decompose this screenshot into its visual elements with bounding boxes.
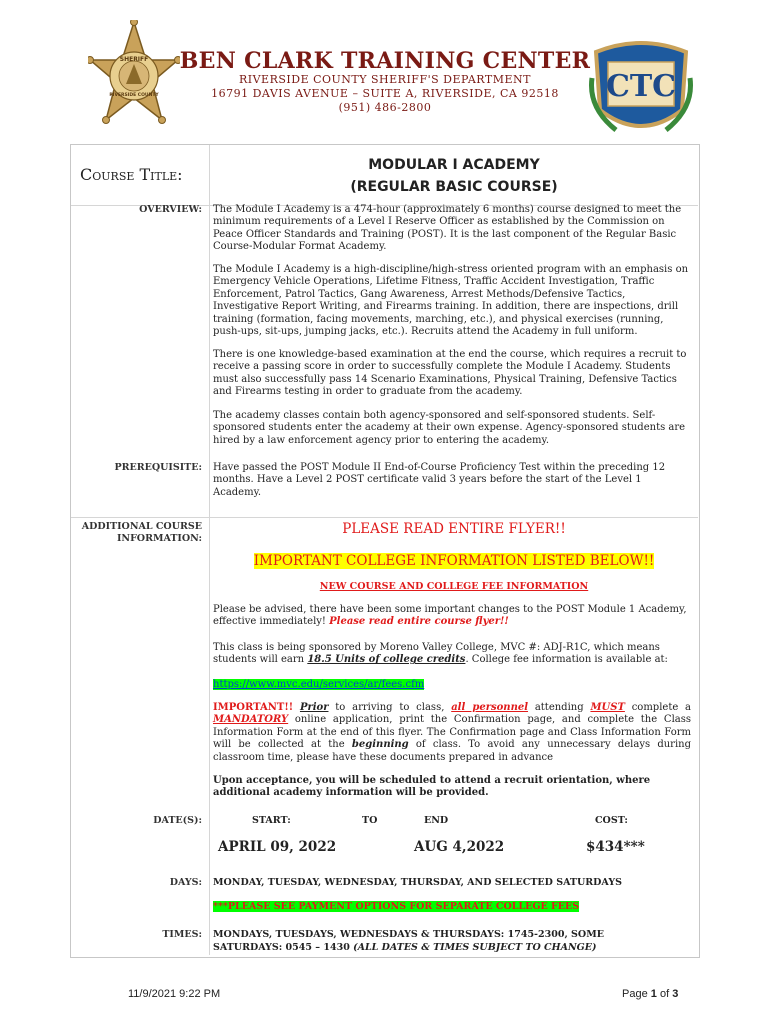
payment-options-text: ***PLEASE SEE PAYMENT OPTIONS FOR SEPARATE COLLEGE FEES (213, 901, 580, 912)
advisory-paragraph (213, 604, 691, 629)
overview-paragraph-2: The Module I Academy is a high-discipline/high-stress oriented program with an emphasis on Emergency Vehicle Operations, Lifetime Fitness, Traffic Accident Investigation, Traffic Enforcement, Patrol Tactics, Gang Awareness, Arrest Methods/Defensive Tactics, Investigative Report Writing, and Firearms training. In addition, there are inspections, drill training (formation, facing movements, marching, etc.), and physical exercises (running, push-ups, sit-ups, jumping jacks, etc.). Recruits attend the Academy in full uniform. (213, 264, 689, 338)
sponsor-paragraph (213, 642, 691, 667)
cost-label: COST: (595, 815, 628, 826)
to-label: TO (362, 815, 378, 826)
course-title-label: Course Title: (80, 165, 183, 184)
page-current: 1 (650, 988, 657, 1000)
days-text: MONDAY, TUESDAY, WEDNESDAY, THURSDAY, AND SELECTED SATURDAYS (213, 877, 622, 888)
end-label: END (424, 815, 449, 826)
important-text-4: online application, print the Confirmation page, and complete the Class Information Form at the end of this flyer. The Confirmation page and Class Information Form will be collected at the (213, 714, 691, 751)
all-personnel-text: all personnel (451, 702, 529, 713)
fees-link[interactable]: https://www.mvc.edu/services/ar/fees.cfm (213, 679, 425, 690)
start-label: START: (252, 815, 291, 826)
page-number (622, 988, 678, 1000)
ctc-logo-letters: CTC (605, 69, 677, 104)
overview-paragraph-1: The Module I Academy is a 474-hour (approximately 6 months) course designed to meet the minimum requirements of a Level I Reserve Officer as established by the Commission on Peace Officer Standards and Training (POST). It is the last component of the Regular Basic Course-Modular Format Academy. (213, 204, 682, 253)
important-text-2: attending (528, 702, 584, 713)
table-divider (209, 145, 210, 955)
overview-paragraph-4: The academy classes contain both agency-sponsored and self-sponsored students. Self-sponsored students enter the academy at their own expense. Agency-sponsored students are hired by a law enforcement agency prior to entering the academy. (213, 410, 686, 446)
read-flyer-notice: PLEASE READ ENTIRE FLYER!! (342, 521, 566, 537)
important-paragraph (213, 702, 691, 764)
important-text-1: to arriving to class, (328, 702, 445, 713)
prerequisite-label: PREREQUISITE: (114, 462, 202, 473)
important-text-3: complete a (624, 702, 692, 713)
college-info-notice (210, 553, 698, 569)
acceptance-text: Upon acceptance, you will be scheduled to attend a recruit orientation, where additional academy information will be provided. (213, 775, 651, 799)
course-title-line2: (REGULAR BASIC COURSE) (350, 179, 558, 195)
sponsor-text-a: This class is being sponsored by Moreno Valley College, MVC #: ADJ-R1C, which means students will earn (213, 642, 660, 666)
course-cost: $434*** (586, 839, 645, 855)
table-row-divider (71, 517, 698, 518)
times-disclaimer: (ALL DATES & TIMES SUBJECT TO CHANGE) (353, 942, 597, 953)
badge-top-text: SHERIFF (119, 56, 149, 63)
center-phone: (951) 486-2800 (338, 101, 432, 114)
beginning-text: beginning (351, 739, 409, 751)
page-word: Page (622, 988, 648, 1000)
college-units: 18.5 Units of college credits (307, 654, 466, 666)
overview-paragraph-3: There is one knowledge-based examination at the end the course, which requires a recruit to receive a passing score in order to successfully complete the Module I Academy. Students must also successfully pass 14 Scenario Examinations, Physical Training, Defensive Tactics and Firearms testing in order to graduate from the academy. (213, 349, 687, 398)
department-name: RIVERSIDE COUNTY SHERIFF'S DEPARTMENT (238, 73, 531, 86)
dates-label: DATE(S): (153, 815, 202, 826)
additional-info-label-line2: INFORMATION: (116, 533, 202, 544)
mandatory-text: MANDATORY (213, 714, 289, 726)
end-date: AUG 4,2022 (414, 839, 505, 855)
additional-info-label-line1: ADDITIONAL COURSE (81, 521, 202, 532)
important-label: IMPORTANT!! (213, 702, 294, 713)
payment-options-note (213, 901, 579, 912)
overview-label: OVERVIEW: (139, 204, 202, 215)
center-address: 16791 DAVIS AVENUE – SUITE A, RIVERSIDE, CA 92518 (211, 87, 559, 100)
times-line1: MONDAYS, TUESDAYS, WEDNESDAYS & THURSDAYS: 1745-2300, SOME (213, 929, 604, 940)
times-label: TIMES: (162, 929, 202, 940)
course-title-line1: MODULAR I ACADEMY (368, 157, 540, 173)
days-label: DAYS: (169, 877, 202, 888)
important-text-5: of class. To avoid any unnecessary delays during classroom time, please have these documents prepared in advance (213, 739, 692, 763)
badge-bottom-text: RIVERSIDE COUNTY (109, 93, 159, 98)
prerequisite-text: Have passed the POST Module II End-of-Course Proficiency Test within the preceding 12 months. Have a Level 2 POST certificate valid 3 years before the start of the Level 1 Academy. (213, 462, 666, 498)
page-total: 3 (672, 988, 679, 1000)
advisory-red-text: Please read entire course flyer!! (329, 616, 509, 628)
advisory-text: Please be advised, there have been some important changes to the POST Module 1 Academy, effective immediately! (213, 604, 687, 628)
center-title: BEN CLARK TRAINING CENTER (179, 48, 591, 74)
start-date: APRIL 09, 2022 (218, 839, 337, 855)
fee-info-heading: NEW COURSE AND COLLEGE FEE INFORMATION (319, 581, 589, 592)
times-saturday: SATURDAYS: 0545 – 1430 (213, 942, 350, 953)
prior-text: Prior (299, 702, 329, 713)
print-timestamp: 11/9/2021 9:22 PM (128, 988, 221, 1000)
fees-link-row (213, 679, 691, 691)
sponsor-text-b: . College fee information is available at: (465, 654, 668, 666)
college-info-notice-text: IMPORTANT COLLEGE INFORMATION LISTED BELOW!! (253, 553, 655, 569)
times-line2 (213, 942, 597, 953)
must-text: MUST (590, 702, 625, 713)
of-word: of (659, 988, 670, 1000)
